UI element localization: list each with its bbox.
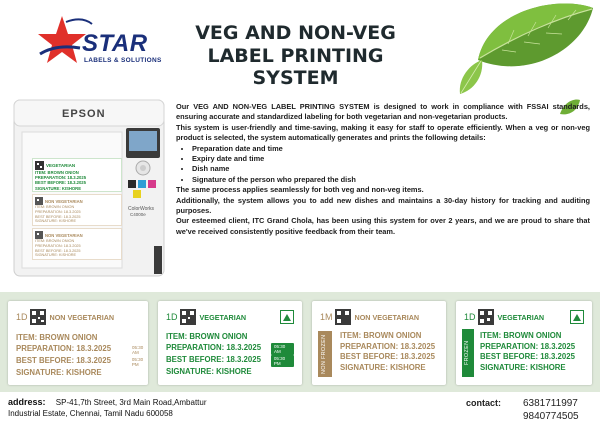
address-label: address: bbox=[8, 397, 46, 407]
label-prep: PREPARATION: 18.3.2025 bbox=[166, 343, 262, 353]
feature-list bbox=[192, 144, 590, 186]
qr-code-icon bbox=[180, 309, 196, 325]
label-code: 1D bbox=[16, 312, 28, 322]
address-line-2: Industrial Estate, Chennai, Tamil Nadu 600058 bbox=[8, 409, 173, 418]
nonfrozen-band bbox=[318, 331, 332, 377]
label-best: BEST BEFORE: 18.3.2025 bbox=[16, 356, 111, 366]
sample-label-veg bbox=[158, 301, 302, 385]
mini-label-prep: PREPARATION: 18.3.2025 bbox=[35, 243, 81, 248]
printer-label-nonveg-1 bbox=[32, 194, 122, 226]
mini-label-prep: PREPARATION: 18.3.2025 bbox=[35, 175, 87, 181]
title-line-1: VEG AND NON-VEG bbox=[195, 22, 396, 44]
sample-label-veg-frozen bbox=[456, 301, 592, 385]
mini-label-sig: SIGNATURE: KISHORE bbox=[35, 253, 77, 258]
label-signature: SIGNATURE: KISHORE bbox=[480, 362, 566, 372]
printer-label-veg bbox=[32, 158, 122, 192]
qr-icon bbox=[35, 231, 43, 239]
contact-label: contact: bbox=[466, 398, 502, 408]
brand-tagline: LABELS & SOLUTIONS bbox=[84, 57, 162, 64]
feature-item: • Preparation date and time bbox=[192, 144, 590, 154]
description-paragraph: The same process applies seamlessly for both veg and non-veg items. bbox=[176, 185, 424, 195]
label-time: 05:30 PM bbox=[131, 356, 144, 367]
label-time: 05:30 PM bbox=[271, 355, 294, 367]
label-prep: PREPARATION: 18.3.2025 bbox=[16, 344, 112, 354]
feature-item: • Signature of the person who prepared the dish bbox=[192, 175, 590, 185]
address-line-1: SP-41,7th Street, 3rd Main Road,Ambattur bbox=[55, 398, 207, 407]
mini-label-category: NON VEGETARIAN bbox=[45, 198, 83, 204]
label-printer-image bbox=[8, 96, 172, 280]
title-line-3: SYSTEM bbox=[252, 67, 339, 89]
description-paragraph: This system is user-friendly and time-saving, making it easy for staff to operate efficiently. When a veg or non-veg product is selected, the system automatically generates and prints the following details: bbox=[176, 122, 590, 143]
label-category: NON VEGETARIAN bbox=[49, 312, 115, 322]
phone-numbers bbox=[523, 397, 579, 423]
label-code: 1D bbox=[464, 312, 476, 322]
description-paragraph: Our VEG AND NON-VEG LABEL PRINTING SYSTEM is designed to work in compliance with FSSAI standards, ensuring accurate and standardized labeling for both vegetarian and non-vegetarian products. bbox=[176, 102, 590, 122]
qr-code-icon bbox=[30, 309, 46, 325]
sample-label-nonveg-nonfrozen bbox=[312, 301, 446, 385]
label-category: VEGETARIAN bbox=[199, 312, 247, 322]
leaf-icon bbox=[468, 0, 600, 96]
mini-label-best: BEST BEFORE: 18.3.2025 bbox=[35, 180, 86, 186]
title-line-2: LABEL PRINTING bbox=[207, 44, 384, 67]
mini-label-best: BEST BEFORE: 18.3.2025 bbox=[35, 214, 81, 219]
brand-name: STAR bbox=[82, 30, 148, 57]
label-prep: PREPARATION: 18.3.2025 bbox=[340, 341, 436, 351]
mini-label-sig: SIGNATURE: KISHORE bbox=[35, 185, 81, 191]
mini-label-item: ITEM: BROWN ONION bbox=[35, 170, 79, 175]
printer-model-name: ColorWorks bbox=[128, 206, 155, 212]
side-label: NON FROZEN bbox=[321, 334, 327, 374]
label-signature: SIGNATURE: KISHORE bbox=[166, 366, 252, 376]
label-code: 1M bbox=[320, 312, 333, 322]
phone-number[interactable]: 6381711997 bbox=[523, 398, 578, 409]
phone-number[interactable]: 9840774505 bbox=[523, 411, 579, 422]
mini-label-sig: SIGNATURE: KISHORE bbox=[35, 219, 77, 224]
label-best: BEST BEFORE: 18.3.2025 bbox=[166, 355, 261, 365]
printer-brand: EPSON bbox=[62, 108, 106, 120]
feature-item: • Expiry date and time bbox=[192, 154, 590, 164]
description-paragraph: Our esteemed client, ITC Grand Chola, has been using this system for over 2 years, and we are proud to share that we've received consistently positive feedback from their team. bbox=[176, 216, 590, 236]
description-paragraph: Additionally, the system allows you to add new dishes and maintains a 30-day history for tracking and auditing purposes. bbox=[176, 195, 590, 216]
label-best: BEST BEFORE: 18.3.2025 bbox=[340, 352, 435, 361]
label-category: VEGETARIAN bbox=[497, 312, 545, 322]
label-item: ITEM: BROWN ONION bbox=[480, 331, 562, 340]
qr-icon bbox=[35, 161, 44, 170]
qr-icon bbox=[35, 197, 43, 205]
qr-code-icon bbox=[335, 309, 351, 325]
label-signature: SIGNATURE: KISHORE bbox=[16, 367, 102, 377]
feature-item: • Dish name bbox=[192, 164, 590, 174]
address-block bbox=[8, 397, 207, 419]
mini-label-item: ITEM: BROWN ONION bbox=[35, 239, 75, 243]
mini-label-best: BEST BEFORE: 18.3.2025 bbox=[35, 248, 81, 253]
qr-code-icon bbox=[478, 309, 494, 325]
mini-label-prep: PREPARATION: 18.3.2025 bbox=[35, 209, 81, 214]
label-code: 1D bbox=[166, 312, 178, 322]
printer-model-number: C4000e bbox=[130, 212, 146, 217]
label-item: ITEM: BROWN ONION bbox=[16, 333, 98, 342]
mini-label-item: ITEM: BROWN ONION bbox=[35, 205, 75, 209]
label-signature: SIGNATURE: KISHORE bbox=[340, 362, 426, 372]
page-title bbox=[178, 22, 413, 90]
label-item: ITEM: BROWN ONION bbox=[340, 331, 422, 340]
label-prep: PREPARATION: 18.3.2025 bbox=[480, 341, 576, 351]
brand-logo bbox=[36, 14, 166, 70]
description-text bbox=[176, 102, 590, 237]
veg-mark-icon bbox=[280, 310, 294, 324]
label-category: NON VEGETARIAN bbox=[354, 312, 420, 322]
veg-mark-icon bbox=[570, 310, 584, 324]
label-best: BEST BEFORE: 18.3.2025 bbox=[480, 352, 575, 361]
label-item: ITEM: BROWN ONION bbox=[166, 332, 248, 341]
mini-label-category: NON VEGETARIAN bbox=[45, 232, 83, 238]
frozen-band bbox=[462, 329, 474, 377]
mini-label-category: VEGETARIAN bbox=[46, 163, 76, 168]
side-label: FROZEN bbox=[464, 340, 470, 366]
label-time: 05:30 AM bbox=[271, 343, 294, 355]
printer-label-nonveg-2 bbox=[32, 228, 122, 260]
sample-label-nonveg bbox=[8, 301, 148, 385]
small-leaf-icon bbox=[456, 58, 486, 98]
label-time: 05:30 AM bbox=[132, 344, 144, 355]
